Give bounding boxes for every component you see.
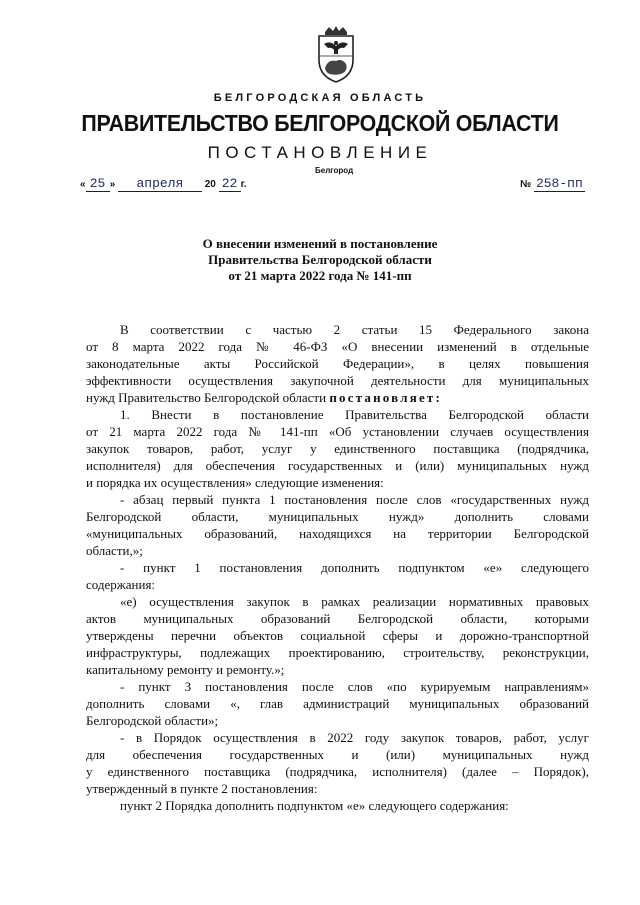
body-line: «муниципальных образований, находящихся на территории Белгородской <box>86 526 589 541</box>
government-name: ПРАВИТЕЛЬСТВО БЕЛГОРОДСКОЙ ОБЛАСТИ <box>81 110 559 136</box>
date-year-prefix: 20 <box>204 179 216 190</box>
body-line: капитальному ремонту и ремонту.»; <box>86 662 285 677</box>
body-line: пункт 2 Порядка дополнить подпунктом «е» следующего содержания: <box>120 798 509 813</box>
date-year-unit: г. <box>240 179 247 190</box>
body-line: - абзац первый пункта 1 постановления после слов «государственных нужд <box>120 492 589 507</box>
date-month: апреля <box>118 177 202 192</box>
document-title <box>0 236 640 284</box>
date-year-suffix: 22 <box>219 177 241 192</box>
region-name: БЕЛГОРОДСКАЯ ОБЛАСТЬ <box>213 92 427 104</box>
date-day: 25 <box>86 177 110 192</box>
body-line: Белгородской области, муниципальных нужд» дополнить словами <box>86 509 589 524</box>
number-value: 258-пп <box>535 176 583 191</box>
body-line: эффективности осуществления закупочной деятельности для муниципальных <box>86 373 589 388</box>
number-label: № <box>520 179 532 190</box>
decree-keyword: постановляет: <box>329 390 443 405</box>
body-line: - пункт 3 постановления после слов «по курируемым направлениям» <box>120 679 589 694</box>
title-line: О внесении изменений в постановление <box>202 236 438 251</box>
body-text: нужд Правительство Белгородской области <box>86 390 330 405</box>
date-line <box>80 177 247 192</box>
date-open-quote: « <box>80 179 86 190</box>
body-line: исполнителя) для обеспечения государственных и (или) муниципальных нужд <box>86 458 589 473</box>
body-line: содержания: <box>86 577 156 592</box>
body-line: - пункт 1 постановления дополнить подпунктом «е» следующего <box>120 560 589 575</box>
body-line: от 8 марта 2022 года № 46-ФЗ «О внесении изменений в отдельные <box>86 339 589 354</box>
date-close-quote: » <box>109 179 116 190</box>
coat-of-arms-icon <box>311 26 361 84</box>
body-line: - в Порядок осуществления в 2022 году закупок товаров, работ, услуг <box>120 730 589 745</box>
body-line: законодательные акты Российской Федерации», в целях повышения <box>86 356 589 371</box>
body-line: «е) осуществления закупок в рамках реализации нормативных правовых <box>120 594 589 609</box>
document-type: ПОСТАНОВЛЕНИЕ <box>207 143 433 162</box>
body-line: утвержденный в пункте 2 постановления: <box>86 781 318 796</box>
body-line: инфраструктуры, подлежащих проектированию, строительству, реконструкции, <box>86 645 589 660</box>
body-line <box>86 389 589 406</box>
body-line: дополнить словами «, глав администраций муниципальных образований <box>86 696 589 711</box>
city-name: Белгород <box>315 166 354 175</box>
body-line: от 21 марта 2022 года № 141-пп «Об установлении случаев осуществления <box>86 424 589 439</box>
body-line: и порядка их осуществления» следующие изменения: <box>86 475 384 490</box>
title-line: от 21 марта 2022 года № 141-пп <box>228 268 412 283</box>
body-line: для обеспечения государственных и (или) муниципальных нужд <box>86 747 589 762</box>
title-line: Правительства Белгородской области <box>208 252 432 267</box>
document-body <box>86 321 589 814</box>
body-line: у единственного поставщика (подрядчика, исполнителя) (далее – Порядок), <box>86 764 589 779</box>
body-line: закупок товаров, работ, услуг у единственного поставщика (подрядчика, <box>86 441 589 456</box>
body-line: утверждены перечни объектов социальной сферы и дорожно-транспортной <box>86 628 589 643</box>
body-line: 1. Внести в постановление Правительства Белгородской области <box>120 407 589 422</box>
body-line: Белгородской области»; <box>86 713 219 728</box>
body-line: области,»; <box>86 543 143 558</box>
body-line: В соответствии с частью 2 статьи 15 Федерального закона <box>120 322 589 337</box>
body-line: актов муниципальных образований Белгородской области, которыми <box>86 611 589 626</box>
document-number <box>520 177 585 192</box>
